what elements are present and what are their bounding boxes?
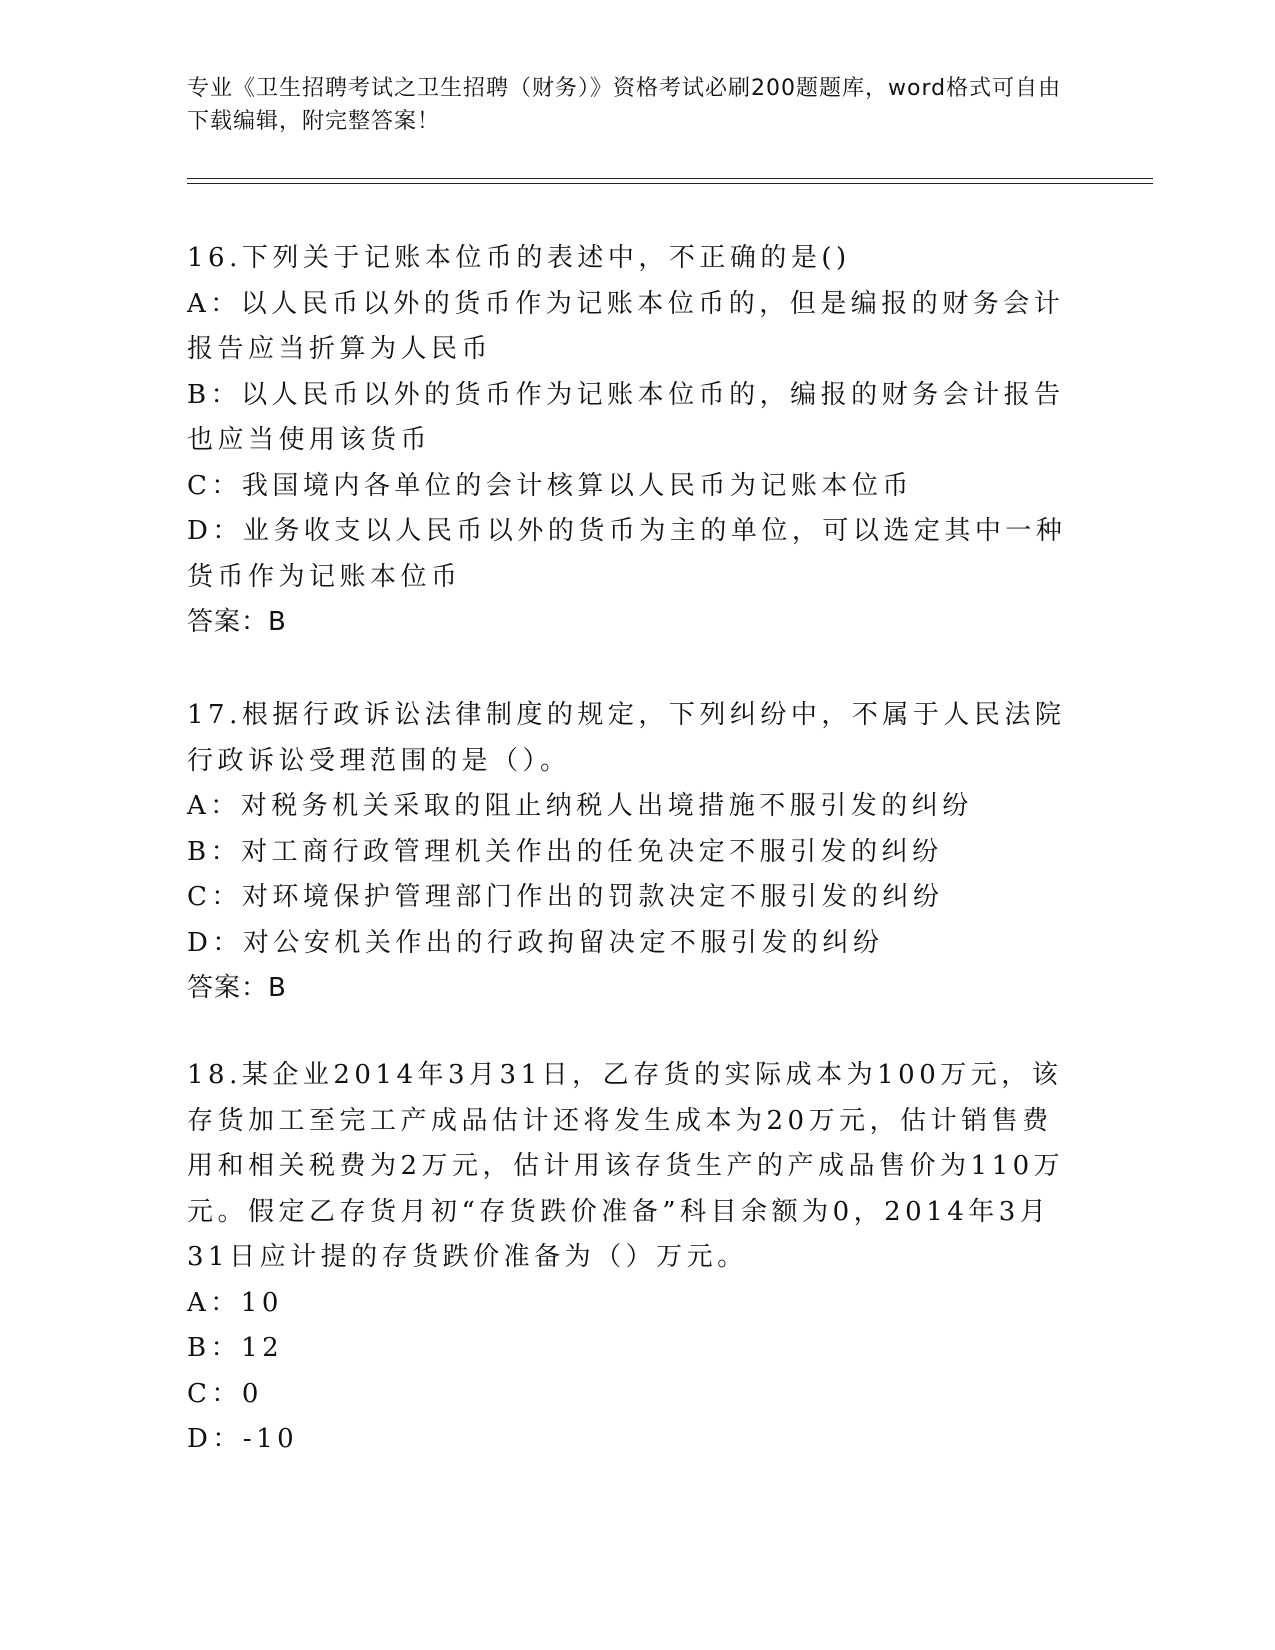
question-stem: 18.某企业2014年3月31日，乙存货的实际成本为100万元，该存货加工至完工产成品估计还将发生成本为20万元，估计销售费用和相关税费为2万元，估计用该存货生产的产成品售价为110万元。假定乙存货月初“存货跌价准备”科目余额为0，2014年3月31日应计提的存货跌价准备为（）万元。 — [187, 1060, 1065, 1272]
option-d: D：业务收支以人民币以外的货币为主的单位，可以选定其中一种货币作为记账本位币 — [187, 516, 1067, 592]
question-stem: 17.根据行政诉讼法律制度的规定，下列纠纷中，不属于人民法院行政诉讼受理范围的是（）。 — [187, 700, 1066, 776]
option-c: C：0 — [187, 1378, 263, 1409]
option-b: B：以人民币以外的货币作为记账本位币的，编报的财务会计报告也应当使用该货币 — [187, 379, 1065, 455]
question-16 — [187, 236, 1072, 646]
option-d: D：-10 — [187, 1424, 299, 1454]
option-a: A：10 — [187, 1287, 283, 1318]
question-stem: 16.下列关于记账本位币的表述中，不正确的是() — [187, 243, 851, 273]
option-c: C：我国境内各单位的会计核算以人民币为记账本位币 — [187, 470, 913, 501]
answer: 答案：B — [187, 973, 287, 1003]
header-text: 专业《卫生招聘考试之卫生招聘（财务）》资格考试必刷200题题库，word格式可自由下载编辑，附完整答案！ — [187, 76, 1062, 134]
answer: 答案：B — [187, 607, 287, 637]
option-d: D：对公安机关作出的行政拘留决定不服引发的纠纷 — [187, 927, 884, 958]
header-divider-bottom — [187, 183, 1153, 184]
option-b: B：12 — [187, 1333, 284, 1363]
header-divider-top — [187, 178, 1153, 179]
document-header — [187, 72, 1067, 138]
question-18 — [187, 1053, 1072, 1463]
option-b: B：对工商行政管理机关作出的任免决定不服引发的纠纷 — [187, 836, 943, 867]
option-a: A：以人民币以外的货币作为记账本位币的，但是编报的财务会计报告应当折算为人民币 — [187, 288, 1065, 364]
option-a: A：对税务机关采取的阻止纳税人出境措施不服引发的纠纷 — [187, 791, 973, 821]
question-17 — [187, 693, 1072, 1012]
option-c: C：对环境保护管理部门作出的罚款决定不服引发的纠纷 — [187, 882, 944, 912]
